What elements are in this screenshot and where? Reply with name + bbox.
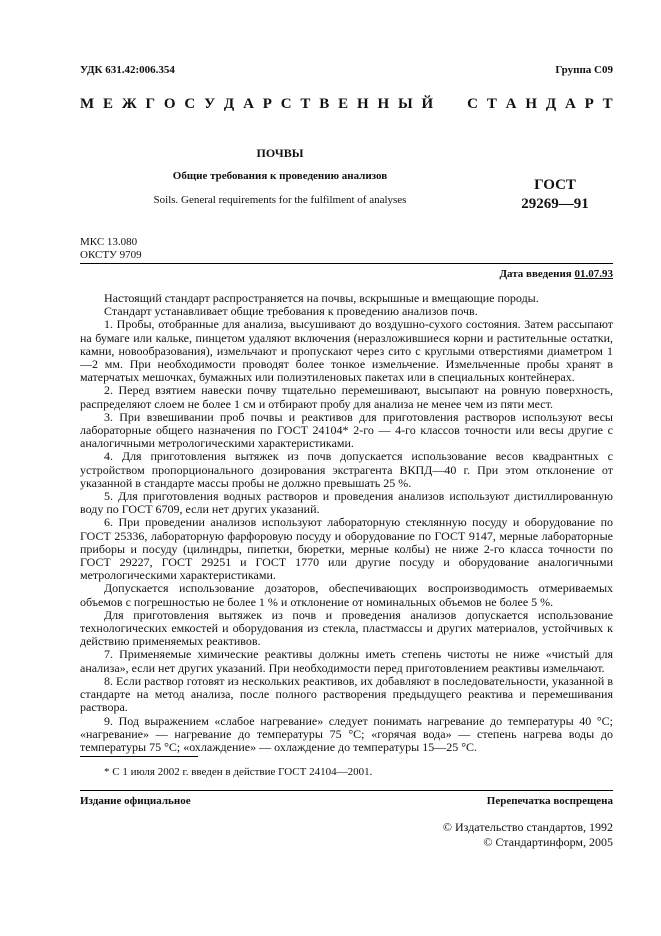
heading-letter xyxy=(442,96,446,113)
document-body xyxy=(80,292,613,754)
heading-letter: Т xyxy=(300,96,311,112)
mks-code: МКС 13.080 xyxy=(80,236,138,248)
paragraph: 4. Для приготовления вытяжек из почв допускается использование весов квадрантных с устройством пропорционального дозирования экстрагента ВКПД—40 г. При этом отклонение от указанной в стандарте массы пробы не должно превышать 25 %. xyxy=(80,449,613,490)
paragraph: Допускается использование дозаторов, обеспечивающих воспроизводимость отмериваемых объемов с погрешностью не более 1 % и отклонение от номинальных объемов не более 5 %. xyxy=(80,581,613,609)
heading-letter: Г xyxy=(145,96,156,112)
document-subtitle: Общие требования к проведению анализов xyxy=(172,170,388,182)
interstate-standard-heading xyxy=(80,96,613,113)
heading-letter: Д xyxy=(223,96,235,112)
copyright-line: © Издательство стандартов, 1992 xyxy=(442,820,613,834)
heading-letter: Н xyxy=(377,96,390,112)
reprint-notice: Перепечатка воспрещена xyxy=(486,795,613,807)
group-code: Группа С09 xyxy=(555,64,613,76)
gost-number xyxy=(500,176,610,214)
copyright-block xyxy=(443,820,613,850)
paragraph: 2. Перед взятием навески почву тщательно перемешивают, высыпают на ровную поверхность, распределяют слоем не более 1 см и отбирают пробу для анализа не менее чем из пяти мест. xyxy=(80,383,613,411)
paragraph: 7. Применяемые химические реактивы должны иметь степень чистоты не ниже «чистый для анализа», если нет других указаний. При необходимости перед приготовлением реактивы измельчают. xyxy=(80,647,613,675)
heading-letter: Т xyxy=(486,96,497,112)
paragraph: 3. При взвешивании проб почвы и реактивов для приготовления растворов используют весы лабораторные общего назначения по ГОСТ 24104* 2-го — 4-го классов точности или весы другие с аналогичными метрологическими характеристиками. xyxy=(80,409,613,451)
official-edition: Издание официальное xyxy=(80,795,191,807)
heading-letter: Й xyxy=(421,96,434,112)
heading-letter: В xyxy=(319,96,330,112)
introduction-date xyxy=(499,268,613,280)
heading-letter xyxy=(455,96,459,113)
copyright-line: © Стандартинформ, 2005 xyxy=(483,835,613,849)
document-title: ПОЧВЫ xyxy=(256,146,304,160)
paragraph: 8. Если раствор готовят из нескольких реактивов, их добавляют в последовательности, указанной в стандарте на метод анализа, после полного растворения предыдущего реактива и перемешивания раствора. xyxy=(80,673,613,715)
heading-letter: А xyxy=(505,96,517,112)
paragraph: 1. Пробы, отобранные для анализа, высушивают до воздушно-сухого состояния. Затем рассыпают на бумаге или кальке, пинцетом удаляют включения (неразложившиеся корни и растительные остатки, камни, новообразования), измельчают и пропускают через сито с круглыми отверстиями диаметром 1—2 мм. При необходимости проводят более тонкое измельчение. Измельченные пробы хранят в матерчатых мешочках, бумажных или полиэтиленовых пакетах или в специальных контейнерах. xyxy=(80,317,613,385)
paragraph: Настоящий стандарт распространяется на почвы, вскрышные и вмещающие породы. xyxy=(104,291,539,305)
heading-letter: Т xyxy=(602,96,613,112)
header-divider xyxy=(80,263,613,264)
footnote: * С 1 июля 2002 г. введен в действие ГОСТ 24104—2001. xyxy=(104,766,373,778)
okstu-code: ОКСТУ 9709 xyxy=(80,249,142,261)
heading-letter: А xyxy=(565,96,576,112)
heading-letter: С xyxy=(280,96,292,112)
heading-letter: Р xyxy=(584,96,594,112)
heading-letter: У xyxy=(204,96,216,112)
english-title: Soils. General requirements for the fulfilment of analyses xyxy=(153,194,407,206)
heading-letter: С xyxy=(184,96,196,112)
heading-letter: Ж xyxy=(121,96,137,112)
heading-letter: Н xyxy=(356,96,369,112)
heading-letter: М xyxy=(80,96,95,112)
udk-code: УДК 631.42:006.354 xyxy=(80,64,175,76)
paragraph: 6. При проведении анализов используют лабораторную стеклянную посуду и оборудование по ГОСТ 25336, лабораторную фарфоровую посуду и оборудование по ГОСТ 9147, мерные лабораторные приборы и посуду (цилиндры, пипетки, бюретки, мерные колбы) не ниже 2-го класса точности по ГОСТ 29227, ГОСТ 29251 и ГОСТ 1770 или другие посуду и оборудование аналогичными метрологическими характеристиками. xyxy=(80,515,613,583)
classification-codes xyxy=(80,236,142,262)
heading-letter: О xyxy=(163,96,176,112)
heading-letter: Н xyxy=(525,96,538,112)
heading-letter: Д xyxy=(545,96,557,112)
heading-letter: А xyxy=(243,96,254,112)
paragraph: Стандарт устанавливает общие требования к проведению анализов почв. xyxy=(104,304,478,319)
intro-date-value: 01.07.93 xyxy=(574,268,613,280)
paragraph: Для приготовления вытяжек из почв и проведения анализов допускается использование технологических емкостей и оборудования из стекла, пластмассы и других материалов, устойчивых к действию применяемых реактивов. xyxy=(80,607,613,649)
heading-letter: Ы xyxy=(397,96,413,112)
gost-label: ГОСТ xyxy=(534,177,576,193)
heading-letter: Р xyxy=(262,96,272,112)
heading-letter: С xyxy=(467,96,478,112)
intro-date-label: Дата введения xyxy=(499,268,572,280)
footer-divider xyxy=(80,790,613,791)
paragraph: 5. Для приготовления водных растворов и проведения анализов используют дистиллированную воду по ГОСТ 6709, если нет других указаний. xyxy=(80,489,613,517)
heading-letter: Е xyxy=(103,96,114,112)
paragraph: 9. Под выражением «слабое нагревание» следует понимать нагревание до температуры 40 °С; «нагревание» — нагревание до температуры 75 °С; «горячая вода» — степень нагрева воды до температуры 75 °С; «охлаждение» — охлаждение до температуры 15—25 °С. xyxy=(80,713,613,754)
heading-letter: Е xyxy=(338,96,349,112)
gost-code: 29269—91 xyxy=(521,196,589,212)
footnote-divider xyxy=(80,756,198,757)
